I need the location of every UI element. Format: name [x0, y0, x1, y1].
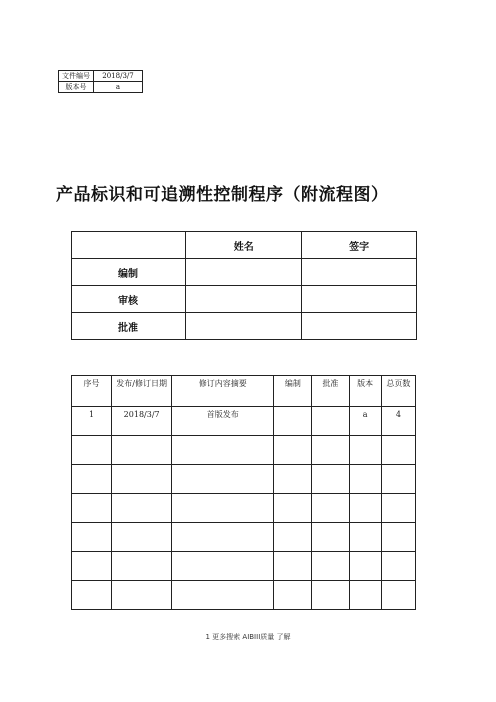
cell-seq [72, 523, 112, 552]
cell-approved [312, 465, 349, 494]
table-row [72, 436, 416, 465]
cell-approved [312, 494, 349, 523]
cell-date [112, 581, 172, 610]
cell-pages: 4 [381, 407, 415, 436]
version-row [59, 82, 143, 93]
cell-seq [72, 436, 112, 465]
name-cell [186, 259, 302, 286]
cell-approved [312, 436, 349, 465]
cell-prepared [274, 465, 312, 494]
cell-summary [172, 581, 274, 610]
cell-seq: 1 [72, 407, 112, 436]
cell-date [112, 465, 172, 494]
name-cell [186, 313, 302, 340]
doc-number-label: 文件编号 [59, 71, 94, 82]
table-row [72, 465, 416, 494]
header-seq: 序号 [72, 376, 112, 407]
cell-prepared [274, 523, 312, 552]
cell-pages [381, 552, 415, 581]
cell-summary [172, 465, 274, 494]
name-cell [186, 286, 302, 313]
cell-pages [381, 465, 415, 494]
page-footer: 1 更多搜索 AIBIII质量 了解 [205, 633, 291, 641]
revision-header-row [72, 376, 416, 407]
cell-version [349, 581, 381, 610]
signature-header-name: 姓名 [186, 232, 302, 259]
doc-number-row [59, 71, 143, 82]
table-row [72, 523, 416, 552]
signature-header-row [72, 232, 417, 259]
header-version: 版本 [349, 376, 381, 407]
role-label-prepared: 编制 [72, 259, 186, 286]
cell-date [112, 436, 172, 465]
cell-prepared [274, 494, 312, 523]
signature-header-blank [72, 232, 186, 259]
cell-summary [172, 552, 274, 581]
header-summary: 修订内容摘要 [172, 376, 274, 407]
cell-date [112, 523, 172, 552]
cell-seq [72, 552, 112, 581]
table-row [72, 494, 416, 523]
table-row [72, 407, 416, 436]
cell-approved [312, 523, 349, 552]
cell-prepared [274, 436, 312, 465]
cell-version [349, 523, 381, 552]
sign-cell [302, 259, 417, 286]
revision-history-table [71, 375, 416, 610]
cell-approved [312, 552, 349, 581]
cell-summary: 首版发布 [172, 407, 274, 436]
sign-cell [302, 286, 417, 313]
signature-header-sign: 签字 [302, 232, 417, 259]
role-label-approved: 批准 [72, 313, 186, 340]
signature-row-approved [72, 313, 417, 340]
table-row [72, 581, 416, 610]
cell-seq [72, 465, 112, 494]
cell-version [349, 436, 381, 465]
cell-version [349, 494, 381, 523]
cell-summary [172, 494, 274, 523]
role-label-reviewed: 审核 [72, 286, 186, 313]
cell-summary [172, 436, 274, 465]
version-label: 版本号 [59, 82, 94, 93]
cell-version [349, 552, 381, 581]
cell-pages [381, 581, 415, 610]
cell-version [349, 465, 381, 494]
cell-approved [312, 581, 349, 610]
cell-date: 2018/3/7 [112, 407, 172, 436]
header-date: 发布/修订日期 [112, 376, 172, 407]
cell-prepared [274, 552, 312, 581]
doc-number-value: 2018/3/7 [94, 71, 143, 82]
header-approved: 批准 [312, 376, 349, 407]
cell-pages [381, 523, 415, 552]
cell-prepared [274, 581, 312, 610]
version-value: a [94, 82, 143, 93]
cell-pages [381, 494, 415, 523]
cell-date [112, 494, 172, 523]
header-pages: 总页数 [381, 376, 415, 407]
signature-table [71, 231, 417, 340]
cell-seq [72, 581, 112, 610]
signature-row-prepared [72, 259, 417, 286]
header-prepared: 编制 [274, 376, 312, 407]
cell-pages [381, 436, 415, 465]
table-row [72, 552, 416, 581]
document-info-table [58, 70, 143, 93]
cell-date [112, 552, 172, 581]
document-title: 产品标识和可追溯性控制程序（附流程图） [56, 185, 389, 205]
cell-summary [172, 523, 274, 552]
cell-prepared [274, 407, 312, 436]
sign-cell [302, 313, 417, 340]
cell-version: a [349, 407, 381, 436]
cell-seq [72, 494, 112, 523]
signature-row-reviewed [72, 286, 417, 313]
cell-approved [312, 407, 349, 436]
